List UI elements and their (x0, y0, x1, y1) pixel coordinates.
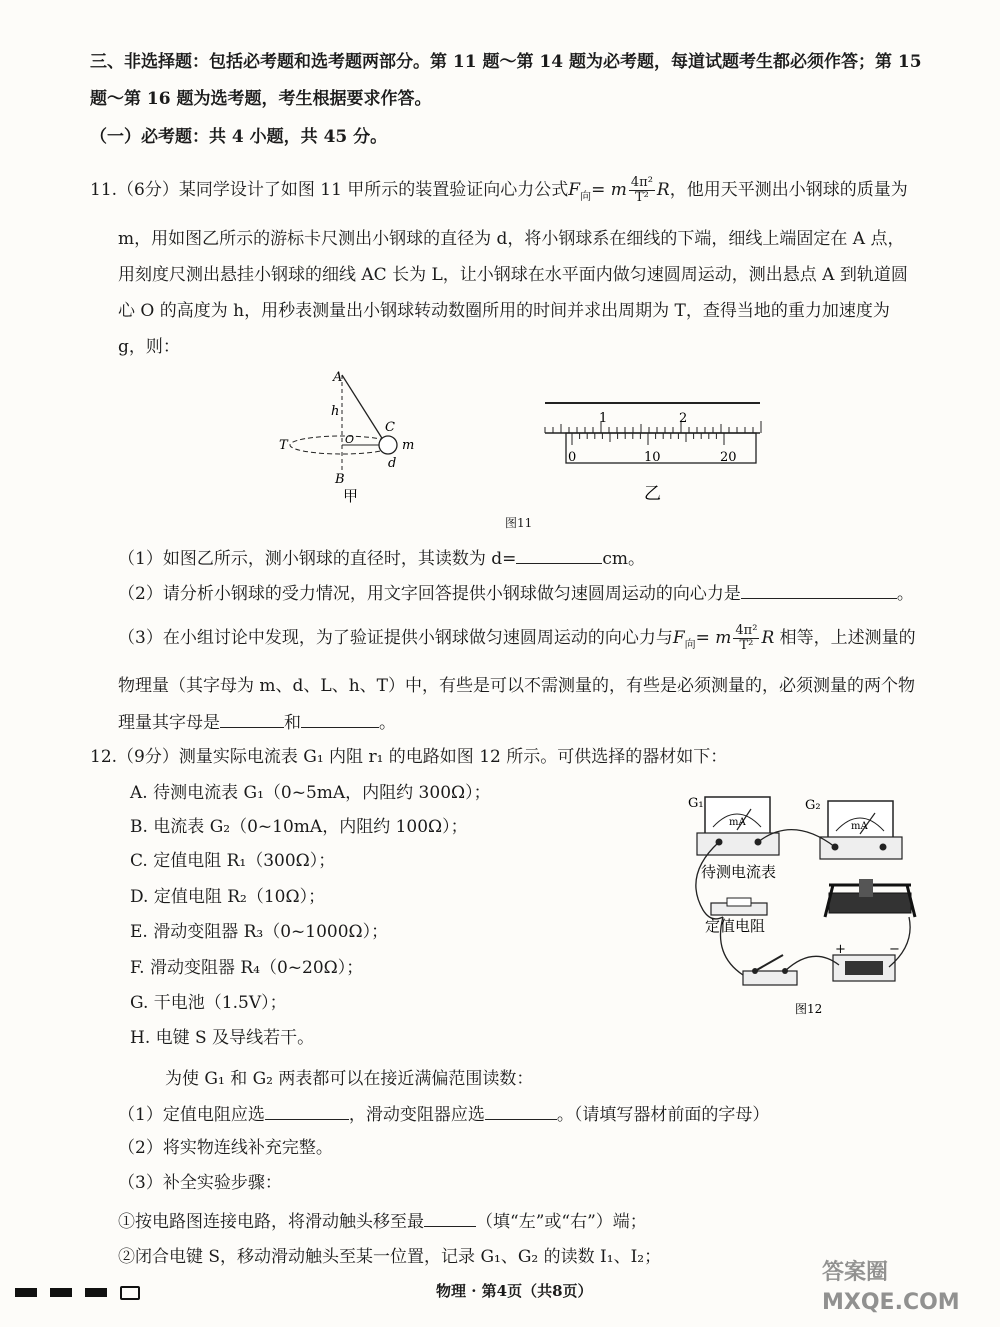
main-label-1: 1 (599, 411, 608, 426)
required-heading: （一）必考题：共 4 小题，共 45 分。 (90, 127, 388, 147)
label-meter: 待测电流表 (701, 863, 777, 881)
watermark: 答案圈 MXQE.COM (822, 1260, 960, 1315)
label-d: d (388, 456, 397, 471)
q11-para-2: m，用如图乙所示的游标卡尺测出小钢球的直径为 d，将小钢球系在细线的下端，细线上端固定在 A 点， (118, 229, 905, 249)
label-C: C (385, 420, 395, 435)
label-m: m (402, 438, 415, 453)
answer-blank-direction[interactable] (424, 1208, 476, 1227)
label-O: O (345, 433, 355, 446)
q11-para-3: 用刻度尺测出悬挂小钢球的细线 AC 长为 L，让小钢球在水平面内做匀速圆周运动，测出悬点 A 到轨道圆 (118, 265, 908, 285)
q12-item-6: G. 干电池（1.5V）； (130, 993, 287, 1013)
figure-11-caption: 图11 (505, 516, 533, 530)
switch-s (743, 955, 797, 985)
q12-item-4: E. 滑动变阻器 R₃（0~1000Ω）； (130, 922, 389, 942)
battery (833, 942, 900, 981)
figure-12 (683, 785, 918, 1020)
q11-para-4: 心 O 的高度为 h，用秒表测量出小钢球转动数圈所用的时间并求出周期为 T，查得当地的重力加速度为 (118, 301, 890, 321)
section-title-line1: 三、非选择题：包括必考题和选考题两部分。第 11 题～第 14 题为必考题，每道试题考生都必须作答；第 15 (90, 52, 922, 72)
answer-blank-rheostat[interactable] (485, 1101, 557, 1120)
q12-heading: 12.（9分）测量实际电流表 G₁ 内阻 r₁ 的电路如图 12 所示。可供选择的器材如下： (90, 747, 728, 767)
label-h: h (331, 404, 340, 419)
q12-item-2: C. 定值电阻 R₁（300Ω）； (130, 851, 336, 871)
q12-item-5: F. 滑动变阻器 R₄（0~20Ω）； (130, 958, 364, 978)
fixed-resistor (711, 898, 767, 915)
label-T: T (279, 438, 288, 453)
q12-sub2: （2）将实物连线补充完整。 (118, 1138, 333, 1158)
g2-ma: mA (851, 821, 868, 832)
q11-heading: 11.（6分）某同学设计了如图 11 甲所示的装置验证向心力公式$F_向= m$ $\frac{\text{4π²}}{\text{T²}}$ R，他用天平测出小钢球的质量为 (90, 175, 908, 205)
g2-label: G₂ (805, 798, 821, 813)
rheostat (825, 879, 915, 917)
label-B: B (335, 472, 345, 487)
label-A: A (333, 370, 343, 385)
formula-fraction: $\frac{\text{4π²}}{\text{T²}}$ (630, 175, 653, 205)
answer-blank-d[interactable] (516, 545, 602, 564)
footer-marker-3 (85, 1288, 107, 1297)
caption-yi: 乙 (644, 484, 661, 504)
q12-sub3: （3）补全实验步骤： (118, 1173, 282, 1193)
q12-item-3: D. 定值电阻 R₂（10Ω）； (130, 887, 326, 907)
svg-text:+: + (835, 942, 846, 957)
footer-marker-2 (50, 1288, 72, 1297)
page-number: 物理 · 第4页（共8页） (436, 1282, 593, 1300)
steel-ball (379, 436, 397, 454)
label-resistor: 定值电阻 (705, 917, 766, 935)
g1-ma: mA (729, 817, 746, 828)
answer-blank-quantity-2[interactable] (301, 709, 379, 728)
q12-item-1: B. 电流表 G₂（0~10mA，内阻约 100Ω）； (130, 817, 468, 837)
footer-marker-1 (15, 1288, 37, 1297)
q11-sub3: （3）在小组讨论中发现，为了验证提供小钢球做匀速圆周运动的向心力与$F_向= m$ $\frac{\text{4π²}}{\text{T²}}$ R 相等，上述测量的 (118, 623, 916, 653)
main-label-2: 2 (679, 411, 688, 426)
q11-sub3-line2: 物理量（其字母为 m、d、L、h、T）中，有些是可以不需测量的，有些是必须测量的，必须测量的两个物 (118, 676, 915, 696)
q11-sub2: （2）请分析小钢球的受力情况，用文字回答提供小钢球做匀速圆周运动的向心力是 。 (118, 580, 914, 606)
vernier-label-10: 10 (644, 450, 661, 465)
q11-sub3-line3: 理量其字母是 和 。 (118, 709, 396, 735)
q12-item-0: A. 待测电流表 G₁（0~5mA，内阻约 300Ω）； (130, 783, 491, 803)
vernier-label-0: 0 (568, 450, 577, 465)
vernier-label-20: 20 (720, 450, 737, 465)
q11-para-5: g，则： (118, 337, 180, 357)
figure-11-yi (540, 395, 770, 505)
svg-text:−: − (889, 942, 900, 957)
q12-step2: ②闭合电键 S，移动滑动触头至某一位置，记录 G₁、G₂ 的读数 I₁、I₂； (118, 1247, 662, 1267)
q11-sub1: （1）如图乙所示，测小钢球的直径时，其读数为 d= cm。 (118, 545, 645, 571)
q12-intro: 为使 G₁ 和 G₂ 两表都可以在接近满偏范围读数： (165, 1069, 534, 1089)
answer-blank-quantity-1[interactable] (220, 709, 284, 728)
footer-marker-4 (120, 1286, 140, 1300)
figure-11-jia (275, 365, 425, 505)
q12-item-7: H. 电键 S 及导线若干。 (130, 1028, 315, 1048)
g1-label: G₁ (688, 796, 704, 811)
answer-blank-resistor[interactable] (265, 1101, 349, 1120)
wire-switch-battery (785, 956, 839, 971)
q12-sub1: （1）定值电阻应选 ，滑动变阻器应选 。（请填写器材前面的字母） (118, 1101, 769, 1127)
section-title-line2: 题～第 16 题为选考题，考生根据要求作答。 (90, 89, 432, 109)
figure-12-caption: 图12 (795, 1002, 823, 1016)
answer-blank-force[interactable] (741, 580, 897, 599)
q12-step1: ①按电路图连接电路，将滑动触头移至最 （填“左”或“右”）端； (118, 1208, 647, 1234)
caption-jia: 甲 (343, 487, 359, 505)
